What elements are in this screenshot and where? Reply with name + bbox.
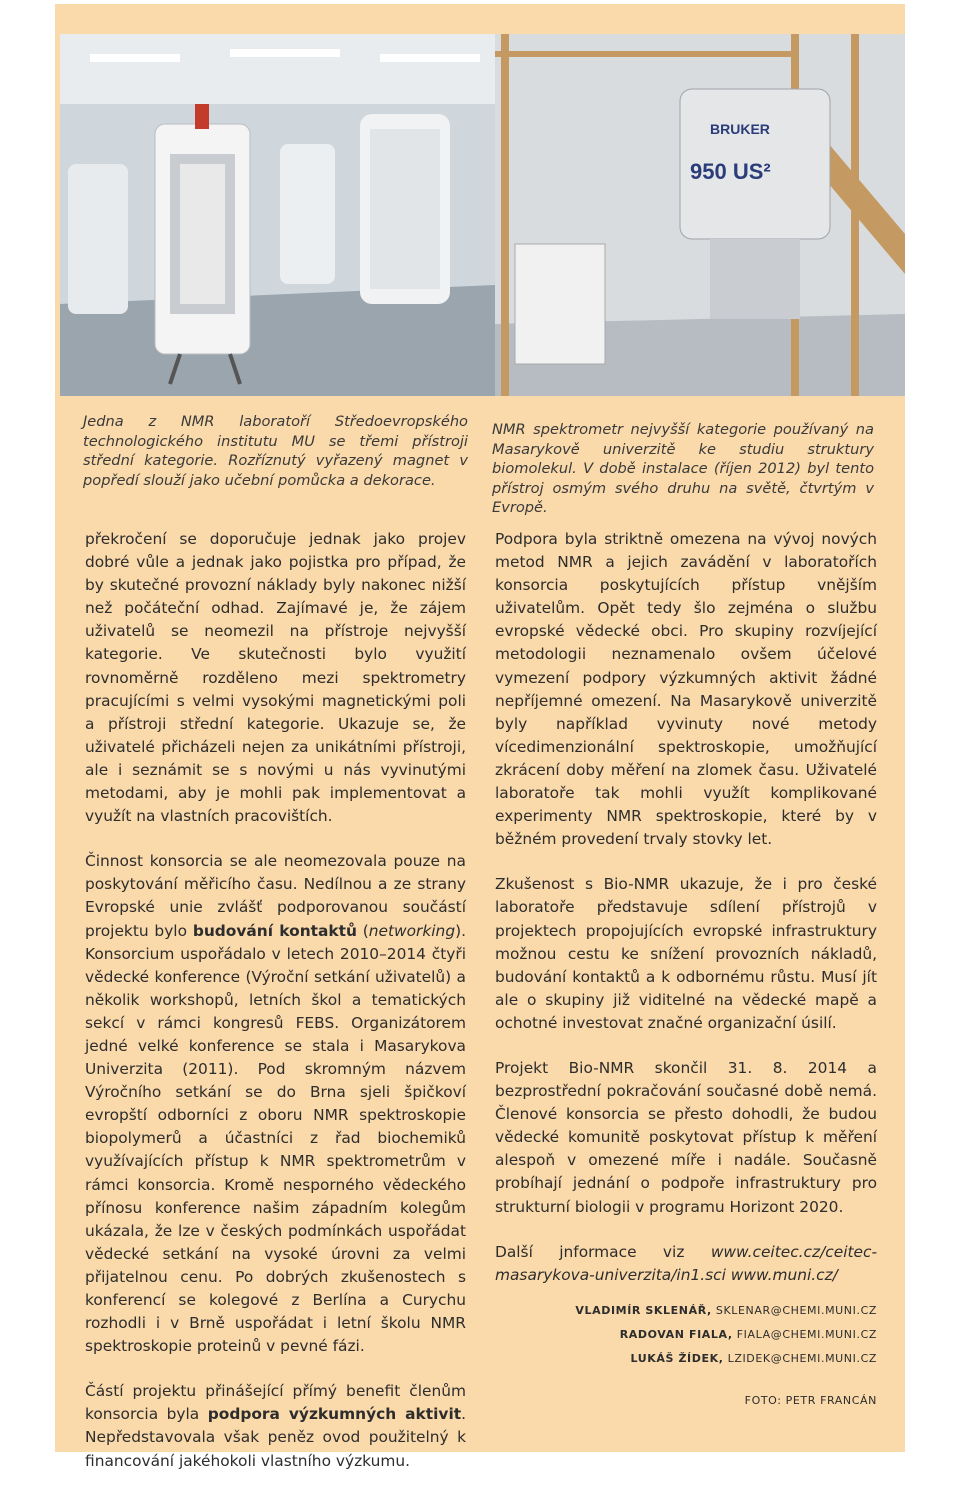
text: . Nepředstavovala však peněz ovod použitelný k financování jakéhokoli vlastního výzkumu.	[85, 1405, 466, 1470]
paragraph: Podpora byla striktně omezena na vývoj nových metod NMR a jejich zavádění v laboratořích konsorcia poskytujících přístup vnějším uživatelům. Opět tedy šlo zejména o službu evropské vědecké obci. Pro skupiny rozvíjející metodologii neznamenalo ovšem účelové vymezení podpory výzkumných aktivit žádné nepříjemné omezení. Na Masarykově univerzitě byly například vyvinuty nové metody vícedimenzionální spektroskopie, umožňující zkrácení doby měření na zlomek času. Uživatelé laboratoře tak mohli využít komplikované experimenty NMR spektroskopie, které by v běžném provedení trvaly stovky let.	[495, 530, 877, 849]
column-left	[85, 528, 466, 1495]
author-line: VLADIMÍR SKLENÁŘ, SKLENAR@CHEMI.MUNI.CZ	[575, 1304, 877, 1317]
text: Další jnformace viz	[495, 1242, 711, 1261]
author-line: RADOVAN FIALA, FIALA@CHEMI.MUNI.CZ	[619, 1328, 877, 1341]
text: ). Konsorcium uspořádalo v letech 2010–2014 čtyři vědecké konference (Výroční setkání uživatelů) a několik workshopů, letních škol a tematických sekcí v rámci kongresů FEBS. Organizátorem jedné velké konference se stala i Masarykova Univerzita (2011). Pod skromným názvem Výročního setkání se do Brna sjeli špičkoví evropští odborníci z oboru NMR spektroskopie biopolymerů a účastníci z řad biochemiků využívajících přístup k NMR spektrometrům v rámci konsorcia. Kromě nesporného vědeckého přínosu konference našim západním kolegům ukázala, že lze v českých podmínkách uspořádat vědecké setkání na vysoké úrovni za velmi přijatelnou cenu. Po dobrých zkušenostech s konferencí se kolegové z Berlína a Curychu rozhodli i v Brně uspořádat i letní školu NMR spektroskopie proteinů v pevné fázi.	[85, 921, 466, 1356]
text: (	[356, 921, 369, 940]
bold-text: budování kontaktů	[192, 921, 357, 940]
spectrometer-photo	[495, 34, 905, 396]
paragraph	[495, 1241, 877, 1287]
column-right	[495, 528, 877, 1309]
bruker-950-image	[495, 34, 905, 396]
author-line: LUKÁŠ ŽÍDEK, LZIDEK@CHEMI.MUNI.CZ	[630, 1352, 877, 1365]
author-email[interactable]: FIALA@CHEMI.MUNI.CZ	[736, 1328, 877, 1341]
author-credits	[575, 1299, 877, 1371]
paragraph: Zkušenost s Bio-NMR ukazuje, že i pro české laboratoře představuje sdílení přístrojů v projektech propojujících evropské infrastruktury možnou cestu ke snížení provozních nákladů, budování kontaktů a k odbornému růstu. Musí jít ale o skupiny již viditelné na vědecké mapě a ochotné investovat značné organizační úsilí.	[495, 875, 877, 1032]
author-email[interactable]: SKLENAR@CHEMI.MUNI.CZ	[715, 1304, 877, 1317]
web-link[interactable]: www.ceitec.cz/ceitec-masarykova-univerzita/in1.sci www.muni.cz/	[495, 1242, 877, 1284]
article-page	[55, 4, 905, 1470]
paragraph: Projekt Bio-NMR skončil 31. 8. 2014 a bezprostřední pokračování současné době nemá. Členové konsorcia se přesto dohodli, že budou vědecké komunitě poskytovat přístup k měření alespoň v omezené míře i nadále. Současně probíhají jednání o podpoře infrastruktury pro strukturní biologii v programu Horizont 2020.	[495, 1058, 877, 1216]
author-email[interactable]: LZIDEK@CHEMI.MUNI.CZ	[727, 1352, 877, 1365]
nmr-lab-image	[60, 34, 517, 396]
caption-left: Jedna z NMR laboratoří Středoevropského technologického institutu MU se třemi přístroji střední kategorie. Rozříznutý vyřazený magnet v popředí slouží jako učební pomůcka a dekorace.	[83, 413, 468, 489]
paragraph: překročení se doporučuje jednak jako projev dobré vůle a jednak jako pojistka pro případ, že by skutečné provozní náklady byly nakonec nižší než počáteční odhad. Zajímavé je, že zájem uživatelů se neomezil na přístroje nejvyšší kategorie. Ve skutečnosti bylo využití rovnoměrně rozděleno mezi spektrometry pracujícími s velmi vysokými magnetickými poli a přístroji střední kategorie. Ukazuje se, že uživatelé přicházeli nejen za unikátními přístroji, ale i seznámit se s novými u nás vyvinutými metodami, aby je mohli pak implementovat a využít na vlastních pracovištích.	[85, 530, 466, 826]
svg-text:BRUKER: BRUKER	[710, 121, 770, 137]
caption-right: NMR spektrometr nejvyšší kategorie používaný na Masarykově univerzitě ke studiu struktury biomolekul. V době instalace (říjen 2012) byl tento přístroj osmým svého druhu na světě, čtvrtým v Evropě.	[492, 421, 874, 517]
text: Částí projektu přinášející přímý benefit členům konsorcia byla	[85, 1382, 466, 1424]
lab-photo	[60, 34, 517, 396]
svg-text:950 US²: 950 US²	[690, 159, 771, 184]
paragraph	[85, 850, 466, 1358]
text: Činnost konsorcia se ale neomezovala pouze na poskytování měřicího času. Nedílnou a ze strany Evropské unie zvlášť podporovanou součástí projektu bylo	[85, 852, 466, 940]
bold-text: podpora výzkumných aktivit	[207, 1405, 462, 1424]
photo-credit: FOTO: PETR FRANCÁN	[744, 1394, 877, 1407]
italic-text: networking	[368, 921, 456, 940]
